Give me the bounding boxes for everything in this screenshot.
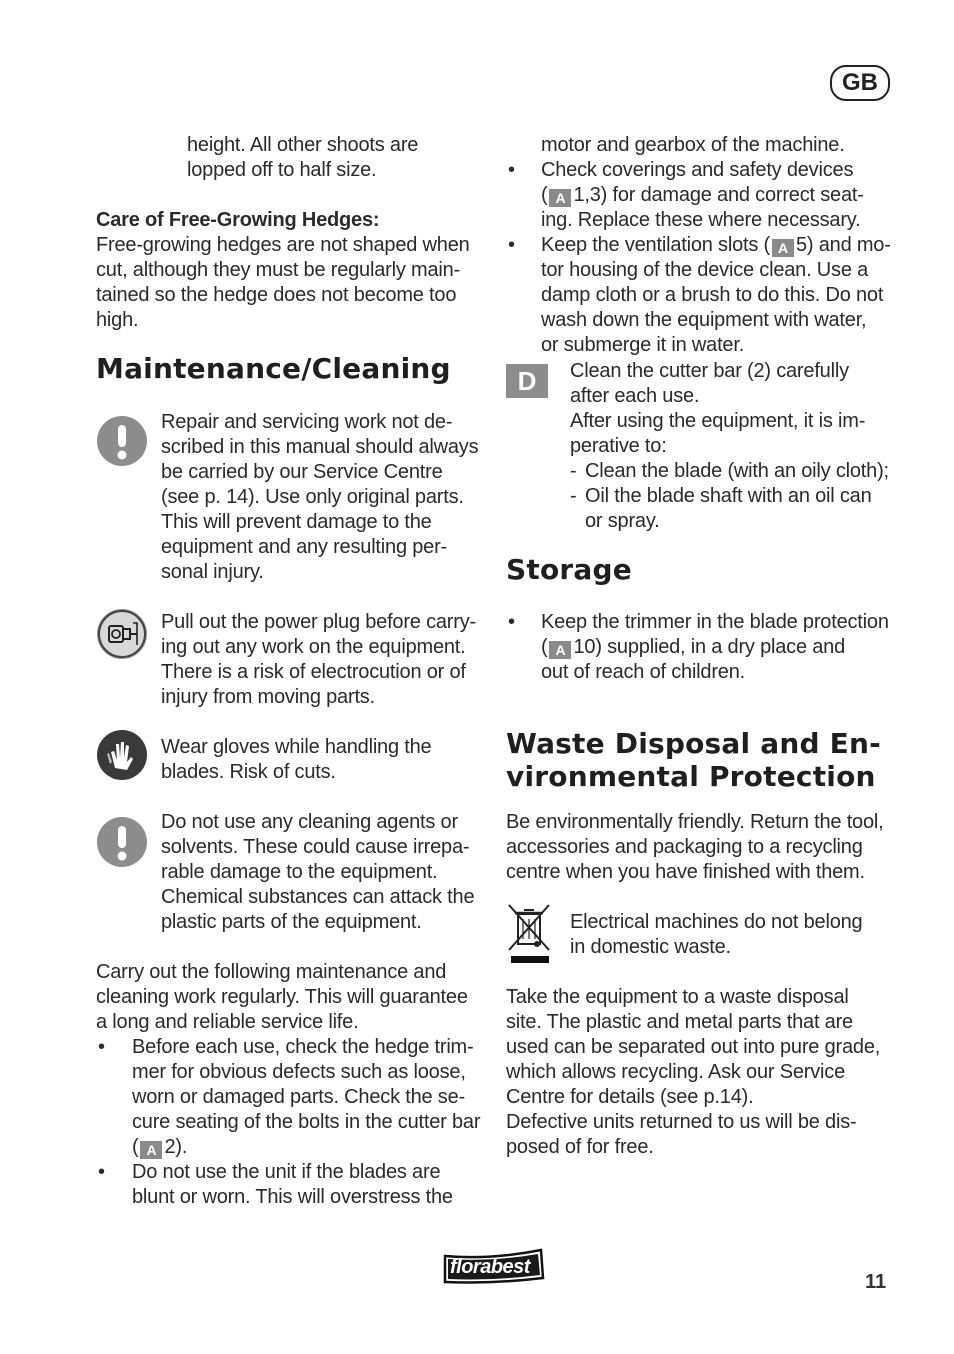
free-growing-section [96,208,470,333]
maintenance-title: Maintenance/Cleaning [96,352,451,385]
waste-intro-paragraph [506,810,884,885]
language-badge: GB [830,65,890,101]
text-line: ing out any work on the equipment. [161,636,466,658]
figure-d-label: D [506,364,548,398]
list-item [506,158,906,233]
text-line: perative to: [570,435,667,457]
text-line: ing. Replace these where necessary. [541,209,861,231]
text-fragment: ( [541,184,548,206]
text-line: which allows recycling. Ask our Service [506,1061,845,1083]
text-line: motor and gearbox of the machine. [541,134,845,156]
text-line: Do not use any cleaning agents or [161,811,458,833]
title-line: Waste Disposal and En- [506,727,881,760]
text-line: Take the equipment to a waste disposal [506,986,849,1008]
exclamation-icon [97,416,147,466]
text-line: Centre for details (see p.14). [506,1086,754,1108]
bullet-mark: • [508,159,515,181]
text-fragment: 1,3) for damage and correct seat- [573,184,864,206]
notice-cleaning-agents [161,810,474,935]
dash-mark: - [570,485,577,507]
text-fragment: 10) supplied, in a dry place and [573,636,846,658]
notice-service [161,410,478,585]
page-number: 11 [865,1271,887,1293]
brand-logo [441,1246,547,1286]
text-line: height. All other shoots are [187,134,419,156]
bullet-mark: • [508,611,515,633]
text-line: or submerge it in water. [541,334,745,356]
text-line: or spray. [585,510,660,532]
text-line: injury from moving parts. [161,686,375,708]
text-line: centre when you have finished with them. [506,861,865,883]
crossed-bin-icon [506,902,552,964]
text-line: blades. Risk of cuts. [161,761,336,783]
free-growing-title: Care of Free-Growing Hedges: [96,209,380,231]
text-line [541,635,889,660]
text-line: sonal injury. [161,561,264,583]
text-line: damp cloth or a brush to do this. Do not [541,284,884,306]
text-line: This will prevent damage to the [161,511,432,533]
text-line: Be environmentally friendly. Return the tool, [506,811,884,833]
text-line: Do not use the unit if the blades are [132,1161,441,1183]
text-line: Pull out the power plug before carry- [161,611,476,633]
storage-list [506,610,889,685]
waste-disposal-title [506,727,881,793]
text-line: Wear gloves while handling the [161,736,432,758]
text-line: be carried by our Service Centre [161,461,443,483]
text-line: scribed in this manual should always [161,436,479,458]
figure-ref-tag: A [549,189,571,207]
text-line: Carry out the following maintenance and [96,961,447,983]
maintenance-bullet-list [96,1035,486,1210]
text-line: solvents. These could cause irrepa- [161,836,470,858]
text-line: (see p. 14). Use only original parts. [161,486,464,508]
bullet-mark: • [98,1161,105,1183]
text-line [541,233,906,258]
exclamation-icon [97,817,147,867]
text-line: blunt or worn. This will overstress the [132,1186,453,1208]
text-fragment: 5) and mo- [795,234,891,256]
text-line: Clean the blade (with an oily cloth); [585,460,889,482]
disposal-paragraph [506,985,880,1160]
list-item [506,610,889,685]
notice-gloves [161,735,431,785]
text-line: Oil the blade shaft with an oil can [585,485,872,507]
dash-mark: - [570,460,577,482]
text-fragment: ( [132,1136,139,1158]
text-line: accessories and packaging to a recycling [506,836,863,858]
figure-ref-tag: A [140,1141,162,1159]
text-line: Chemical substances can attack the [161,886,475,908]
list-item [570,459,889,484]
text-line: equipment and any resulting per- [161,536,448,558]
power-plug-icon [97,609,147,659]
text-line: lopped off to half size. [187,159,377,181]
text-line: cure seating of the bolts in the cutter bar [132,1111,481,1133]
brand-name: florabest [450,1256,530,1278]
text-line: cut, although they must be regularly main- [96,259,461,281]
text-fragment: ( [541,636,548,658]
text-line: mer for obvious defects such as loose, [132,1061,466,1083]
text-line: cleaning work regularly. This will guarantee [96,986,468,1008]
cutter-bar-cleaning [570,359,889,534]
right-bullet-list [506,133,906,358]
title-line: vironmental Protection [506,760,876,793]
text-fragment: Keep the ventilation slots ( [541,234,770,256]
text-fragment: 2). [164,1136,188,1158]
storage-title: Storage [506,553,632,586]
intro-paragraph [187,133,418,183]
text-line: Free-growing hedges are not shaped when [96,234,470,256]
text-line: out of reach of children. [541,661,746,683]
text-line: Defective units returned to us will be dis- [506,1111,857,1133]
text-line: a long and reliable service life. [96,1011,359,1033]
text-line: used can be separated out into pure grade, [506,1036,881,1058]
text-line: Check coverings and safety devices [541,159,854,181]
gloves-icon [97,730,147,780]
text-line: site. The plastic and metal parts that are [506,1011,853,1033]
text-line: tained so the hedge does not become too [96,284,457,306]
list-item [96,1035,486,1160]
text-line: wash down the equipment with water, [541,309,867,331]
text-line: Clean the cutter bar (2) carefully [570,360,849,382]
text-line: high. [96,309,139,331]
list-item [570,484,889,534]
text-line: Repair and servicing work not de- [161,411,453,433]
text-line: after each use. [570,385,700,407]
notice-power-plug [161,610,476,710]
text-line: Keep the trimmer in the blade protection [541,611,889,633]
bullet-mark: • [98,1036,105,1058]
text-line: tor housing of the device clean. Use a [541,259,869,281]
text-line: Before each use, check the hedge trim- [132,1036,474,1058]
text-line: plastic parts of the equipment. [161,911,422,933]
text-line: rable damage to the equipment. [161,861,438,883]
list-item [96,1160,486,1210]
text-line [132,1135,486,1160]
figure-ref-tag: A [549,641,571,659]
list-item [506,233,906,358]
text-line: posed of for free. [506,1136,654,1158]
text-line [541,183,906,208]
text-line: There is a risk of electrocution or of [161,661,466,683]
text-line: After using the equipment, it is im- [570,410,866,432]
weee-notice [570,910,862,960]
figure-ref-tag: A [772,239,794,257]
text-line: worn or damaged parts. Check the se- [132,1086,465,1108]
text-line: Electrical machines do not belong [570,911,863,933]
regular-maintenance-paragraph [96,960,468,1035]
text-line: in domestic waste. [570,936,731,958]
bullet-mark: • [508,234,515,256]
